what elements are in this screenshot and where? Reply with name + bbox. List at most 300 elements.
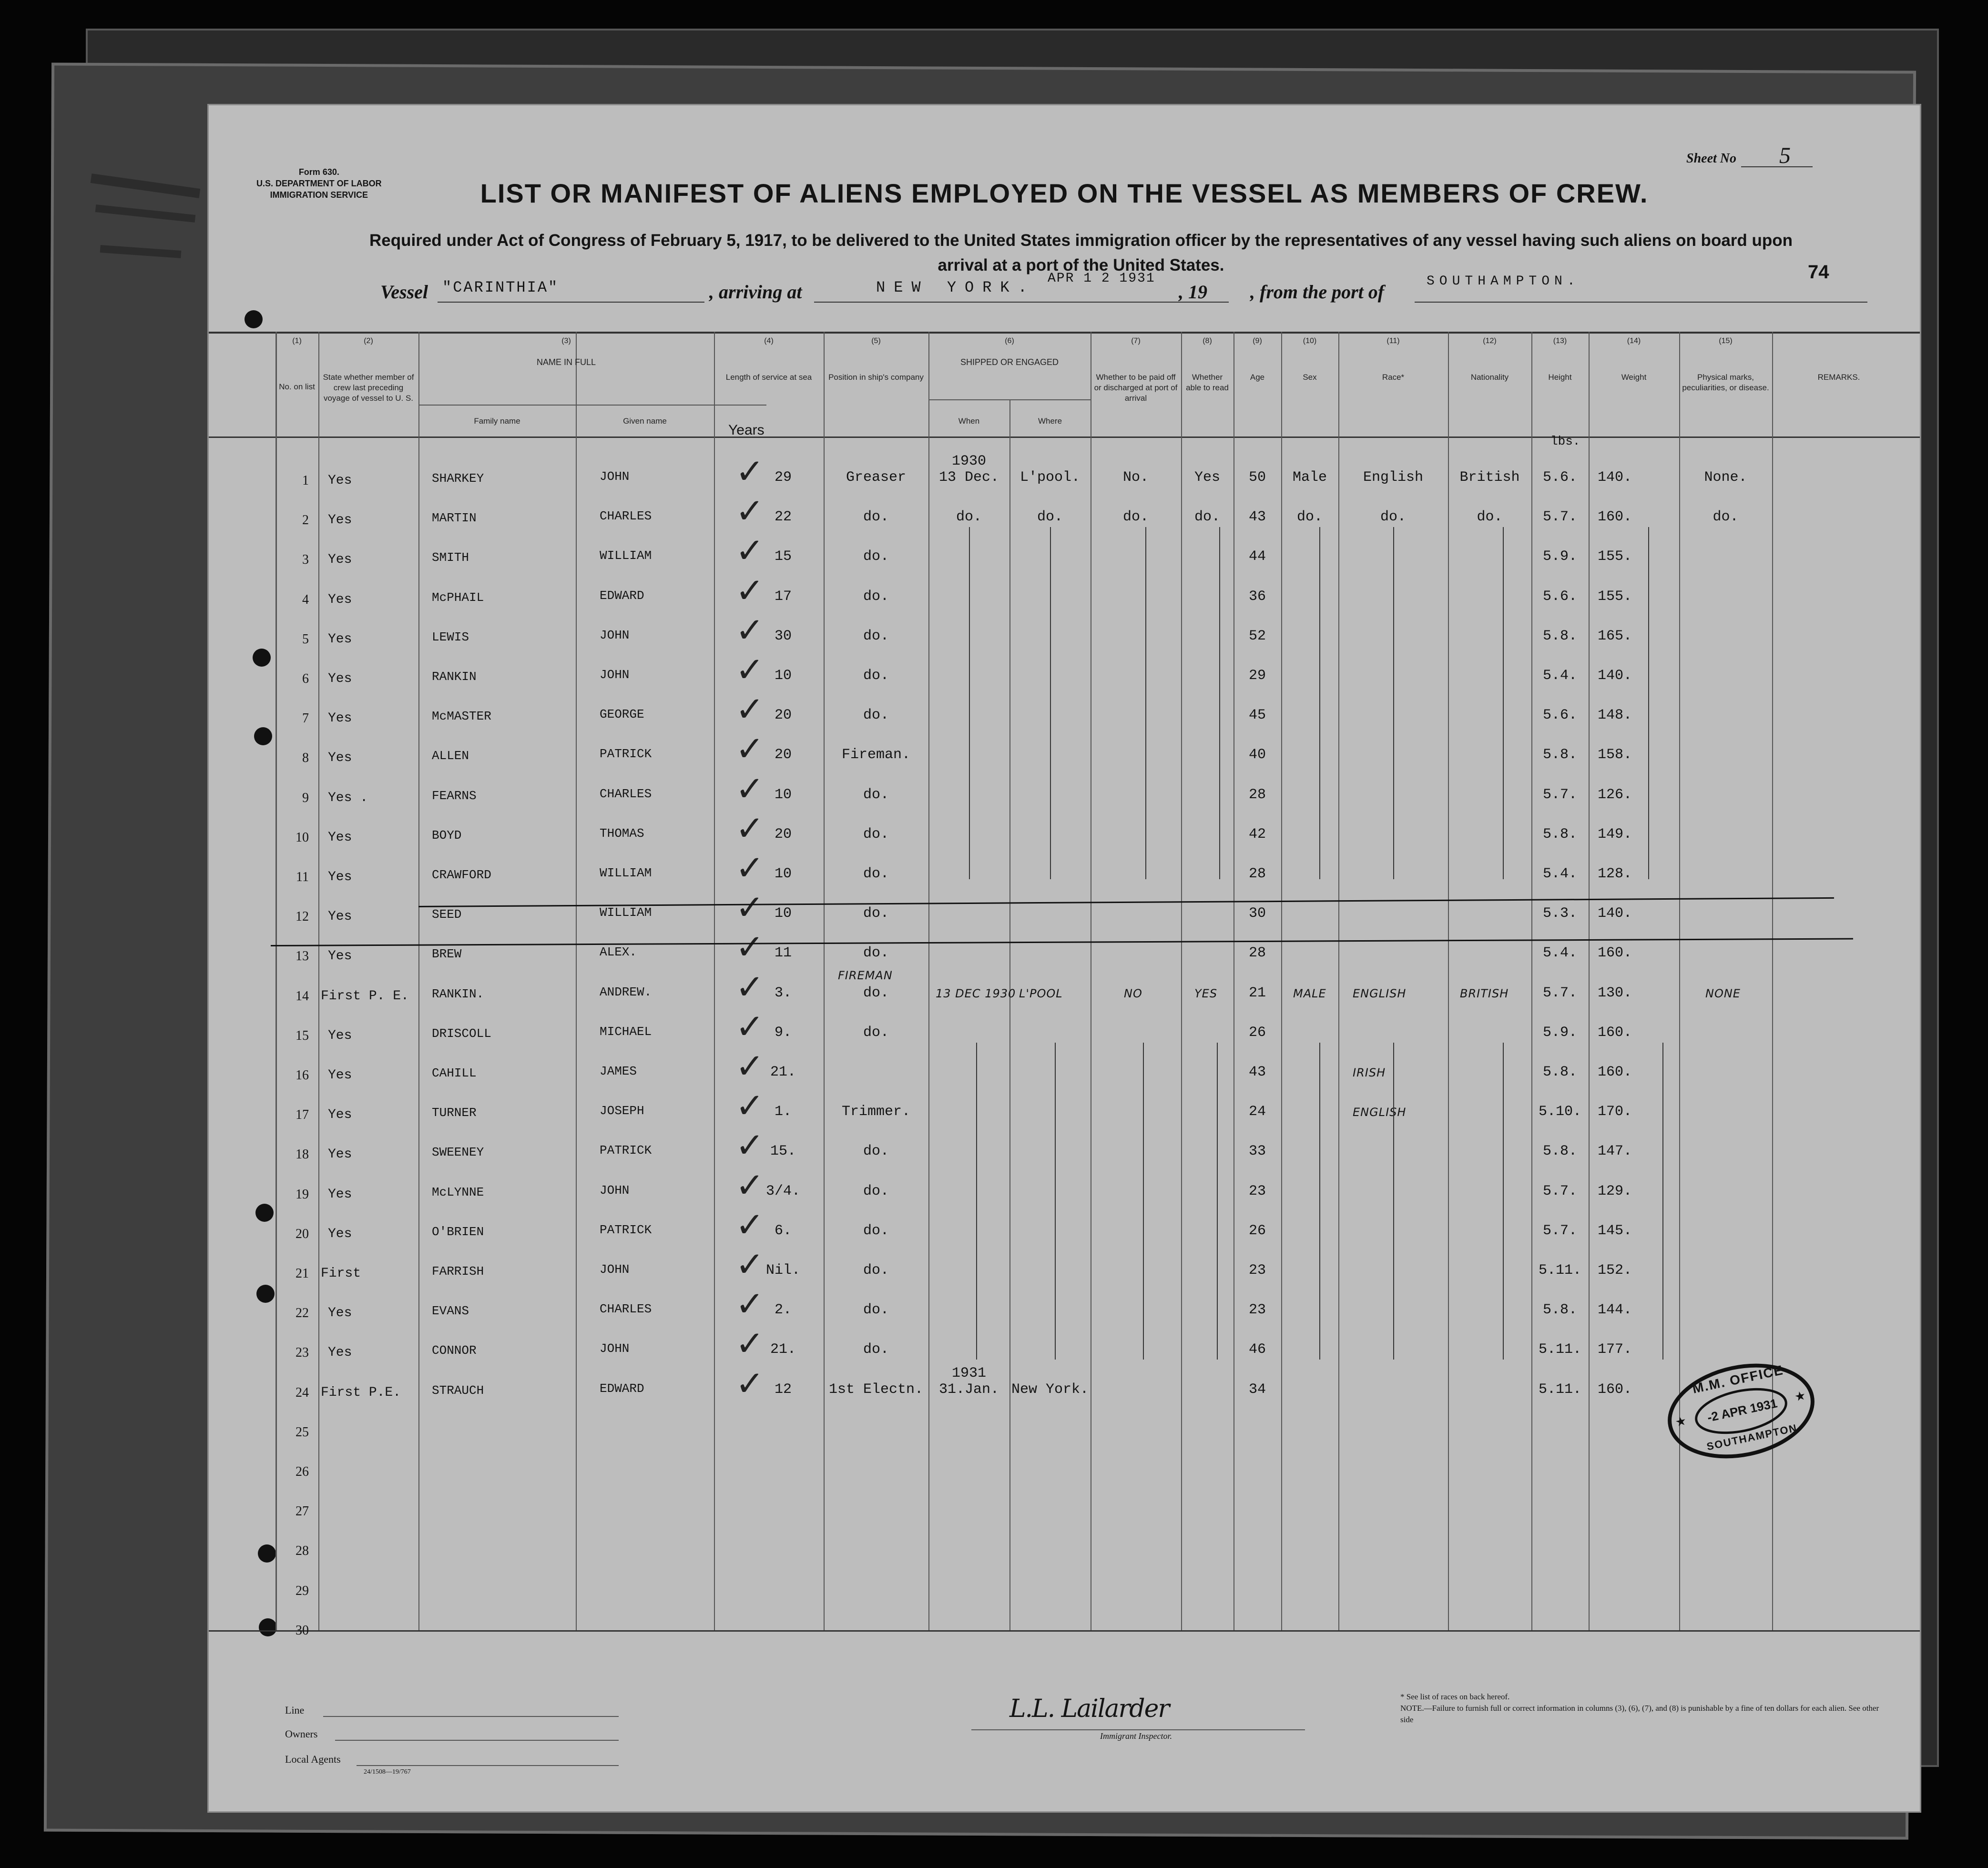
family-name: SWEENEY [432, 1145, 484, 1160]
previous-voyage: Yes [328, 552, 352, 568]
arrival-date-stamp: APR 1 2 1931 [1048, 271, 1155, 286]
length-of-service: 22 [774, 509, 792, 526]
height: 5.3. [1542, 905, 1577, 922]
given-name: JOHN [600, 628, 630, 642]
vessel-name: "CARINTHIA" [442, 279, 559, 296]
age: 30 [1248, 905, 1266, 922]
column-number: (13) [1553, 337, 1567, 345]
stamp-date: -2 APR 1931 [1706, 1396, 1779, 1425]
height: 5.8. [1542, 628, 1577, 644]
form-service: IMMIGRATION SERVICE [270, 190, 368, 200]
physical-marks: NONE [1705, 986, 1741, 1000]
row-number: 22 [296, 1306, 309, 1321]
ditto-line [1319, 1043, 1320, 1360]
age: 23 [1248, 1183, 1266, 1199]
given-name: JAMES [600, 1064, 637, 1078]
family-name: STRAUCH [432, 1383, 484, 1398]
previous-voyage: Yes [328, 909, 352, 924]
footer-agents-label: Local Agents [285, 1753, 341, 1765]
punch-hole [245, 310, 263, 328]
family-name: MARTIN [432, 511, 477, 526]
column-number: (10) [1303, 337, 1317, 345]
weight: 130. [1597, 985, 1632, 1001]
punch-hole [255, 1204, 274, 1222]
column-number: (15) [1719, 337, 1733, 345]
family-name: CONNOR [432, 1343, 477, 1358]
shipped-when: 31.Jan. [938, 1381, 999, 1398]
check-mark-icon: ✓ [735, 1046, 765, 1086]
family-name: SMITH [432, 550, 469, 565]
footer-agents-rule [357, 1765, 619, 1766]
paid-off: No. [1122, 469, 1149, 486]
ditto-line [1050, 527, 1051, 879]
ditto-line [1217, 1043, 1218, 1360]
sheet-label: Sheet No [1686, 151, 1736, 166]
sex: do. [1296, 509, 1323, 526]
previous-voyage: Yes [328, 1068, 352, 1083]
ditto-line [1393, 1043, 1394, 1360]
weight: 147. [1597, 1143, 1632, 1160]
from-port: SOUTHAMPTON. [1427, 274, 1580, 289]
column-subheader: Where [1038, 416, 1062, 426]
position: do. [863, 1143, 889, 1160]
ditto-line [1648, 527, 1649, 879]
previous-voyage: Yes [328, 1107, 352, 1123]
given-name: ANDREW. [600, 985, 652, 999]
column-subheader: Given name [623, 416, 667, 426]
previous-voyage: Yes [328, 711, 352, 726]
weight: 160. [1597, 1064, 1632, 1080]
height: 5.7. [1542, 1222, 1577, 1239]
check-mark-icon: ✓ [735, 927, 765, 967]
table-bottom-rule [209, 1630, 1920, 1632]
check-mark-icon: ✓ [735, 768, 765, 809]
length-of-service: 11 [774, 945, 792, 962]
vessel-name-underline [438, 302, 704, 303]
row-number: 26 [296, 1464, 309, 1479]
svg-text:★: ★ [1793, 1388, 1807, 1404]
height: 5.11. [1538, 1341, 1581, 1358]
check-mark-icon: ✓ [735, 530, 765, 571]
age: 29 [1248, 668, 1266, 684]
check-mark-icon: ✓ [735, 808, 765, 848]
length-of-service: 30 [774, 628, 792, 644]
race-note: * See list of races on back hereof. [1400, 1692, 1510, 1701]
weight-unit: lbs. [1550, 434, 1580, 448]
check-mark-icon: ✓ [735, 491, 765, 531]
weight: 160. [1597, 945, 1632, 962]
length-of-service: 21. [770, 1341, 796, 1358]
row-number: 21 [296, 1266, 309, 1281]
row-number: 15 [296, 1028, 309, 1043]
row-number: 1 [302, 473, 309, 488]
length-of-service: 15 [774, 548, 792, 565]
column-rule [1448, 332, 1449, 1630]
column-number: (14) [1627, 337, 1641, 345]
given-name: CHARLES [600, 509, 652, 524]
family-name: BREW [432, 947, 462, 962]
check-mark-icon: ✓ [735, 609, 765, 650]
height: 5.11. [1538, 1262, 1581, 1279]
row-number: 3 [302, 552, 309, 568]
sheet-number: 5 [1779, 143, 1791, 168]
service-unit: Years [728, 422, 765, 438]
height: 5.7. [1542, 985, 1577, 1001]
family-name: SHARKEY [432, 471, 484, 486]
length-of-service: 3/4. [765, 1183, 800, 1199]
position: do. [863, 548, 889, 565]
arriving-port: NEW YORK. [876, 279, 1036, 296]
position: do. [863, 1302, 889, 1319]
length-of-service: 6. [774, 1222, 792, 1239]
age: 24 [1248, 1104, 1266, 1120]
ditto-line [1503, 527, 1504, 879]
row-number: 25 [296, 1424, 309, 1440]
sex: Male [1292, 469, 1327, 486]
column-rule [1281, 332, 1282, 1630]
family-name: EVANS [432, 1304, 469, 1319]
check-mark-icon: ✓ [735, 650, 765, 690]
physical-marks: do. [1713, 509, 1739, 526]
height: 5.8. [1542, 1302, 1577, 1319]
column-rule [1338, 332, 1339, 1630]
check-mark-icon: ✓ [735, 1006, 765, 1046]
check-mark-icon: ✓ [735, 966, 765, 1007]
column-number: (3) [561, 337, 571, 345]
age: 52 [1248, 628, 1266, 644]
age: 28 [1248, 866, 1266, 882]
shipped-where: L'pool. [1019, 469, 1081, 486]
column-rule [576, 405, 577, 1630]
row-number: 20 [296, 1226, 309, 1241]
table-top-rule [209, 332, 1920, 334]
previous-voyage: First [321, 1266, 361, 1281]
column-header: Whether able to read [1186, 373, 1229, 392]
height: 5.10. [1538, 1104, 1581, 1120]
weight: 148. [1597, 707, 1632, 724]
shipped-where: New York. [1011, 1381, 1089, 1398]
given-name: WILLIAM [600, 905, 652, 920]
shipped-year: 1931 [951, 1365, 986, 1381]
weight: 140. [1597, 668, 1632, 684]
shipped-where: do. [1037, 509, 1063, 526]
position-handwritten: FIREMAN [838, 968, 893, 982]
manifest-page [207, 104, 1921, 1813]
height: 5.4. [1542, 945, 1577, 962]
column-header: Height [1548, 373, 1572, 382]
previous-voyage: Yes [328, 870, 352, 884]
age: 45 [1248, 707, 1266, 724]
column-header: Weight [1621, 373, 1647, 382]
length-of-service: 21. [770, 1064, 796, 1080]
height: 5.8. [1542, 1064, 1577, 1080]
family-name: FEARNS [432, 788, 477, 803]
print-code: 24/1508—19/767 [364, 1768, 411, 1776]
previous-voyage: Yes . [328, 790, 368, 805]
height: 5.4. [1542, 866, 1577, 882]
column-number: (7) [1131, 337, 1141, 345]
family-name: TURNER [432, 1106, 477, 1120]
family-name: SEED [432, 907, 462, 922]
race: ENGLISH [1353, 986, 1407, 1000]
shipped-when: 13 Dec. [938, 469, 999, 486]
length-of-service: 15. [770, 1143, 796, 1160]
row-number: 6 [302, 671, 309, 686]
form-department: U.S. DEPARTMENT OF LABOR [256, 179, 382, 188]
row-number: 28 [296, 1543, 309, 1559]
column-subheader: When [958, 416, 980, 426]
race: IRISH [1353, 1066, 1386, 1079]
column-header: No. on list [279, 382, 315, 391]
row-number: 2 [302, 513, 309, 528]
height: 5.7. [1542, 509, 1577, 526]
punch-hole [253, 649, 271, 667]
check-mark-icon: ✓ [735, 570, 765, 610]
row-number: 7 [302, 711, 309, 726]
length-of-service: 20 [774, 826, 792, 843]
position: do. [863, 786, 889, 803]
given-name: EDWARD [600, 588, 644, 603]
from-port-underline [1415, 302, 1867, 303]
age: 21 [1248, 985, 1266, 1001]
check-mark-icon: ✓ [735, 1165, 765, 1205]
previous-voyage: Yes [328, 1028, 352, 1043]
previous-voyage: Yes [328, 1345, 352, 1360]
weight: 126. [1597, 786, 1632, 803]
length-of-service: 10 [774, 905, 792, 922]
position: do. [863, 905, 889, 922]
age: 33 [1248, 1143, 1266, 1160]
row-number: 13 [296, 949, 309, 964]
ditto-line [1503, 1043, 1504, 1360]
check-mark-icon: ✓ [735, 1204, 765, 1245]
position: do. [863, 1222, 889, 1239]
punch-hole [254, 727, 272, 745]
previous-voyage: Yes [328, 751, 352, 766]
age: 50 [1248, 469, 1266, 486]
age: 26 [1248, 1222, 1266, 1239]
column-number: (6) [1005, 337, 1014, 345]
weight: 165. [1597, 628, 1632, 644]
age: 28 [1248, 786, 1266, 803]
row-number: 12 [296, 909, 309, 924]
inspector-signature: L.L. Lailarder [1009, 1695, 1169, 1723]
height: 5.9. [1542, 1024, 1577, 1041]
page-number: 74 [1808, 262, 1829, 283]
sheet-number-underline [1741, 166, 1813, 167]
column-header: Nationality [1470, 373, 1509, 382]
weight: 149. [1597, 826, 1632, 843]
column-rule [318, 332, 319, 1630]
age: 40 [1248, 747, 1266, 763]
able-to-read: do. [1194, 509, 1220, 526]
length-of-service: Nil. [765, 1262, 800, 1279]
row-number: 17 [296, 1107, 309, 1123]
given-name: ALEX. [600, 945, 637, 960]
age: 43 [1248, 509, 1266, 526]
check-mark-icon: ✓ [735, 1323, 765, 1364]
given-name: EDWARD [600, 1381, 644, 1396]
previous-voyage: Yes [328, 671, 352, 686]
height: 5.4. [1542, 668, 1577, 684]
height: 5.7. [1542, 1183, 1577, 1199]
from-port-label: , from the port of [1250, 281, 1385, 303]
family-name: ALLEN [432, 749, 469, 763]
row-number: 11 [296, 870, 309, 884]
column-rule [1181, 332, 1182, 1630]
weight: 144. [1597, 1302, 1632, 1319]
column-rule [714, 332, 715, 1630]
previous-voyage: Yes [328, 1306, 352, 1321]
ditto-line [1219, 527, 1220, 879]
header-bottom-rule [209, 437, 1920, 438]
length-of-service: 2. [774, 1302, 792, 1319]
family-name: CRAWFORD [432, 868, 491, 882]
column-number: (9) [1253, 337, 1262, 345]
age: 43 [1248, 1064, 1266, 1080]
column-number: (12) [1483, 337, 1497, 345]
column-header: Length of service at sea [725, 373, 812, 382]
ditto-line [969, 527, 970, 879]
given-name: THOMAS [600, 826, 644, 841]
position: do. [863, 826, 889, 843]
column-rule [928, 332, 929, 1630]
column-number: (11) [1387, 337, 1400, 345]
row-number: 29 [296, 1583, 309, 1598]
ditto-line [1143, 1043, 1144, 1360]
year-label: , 19 [1179, 281, 1207, 303]
previous-voyage: Yes [328, 1226, 352, 1241]
shipped-year: 1930 [951, 453, 986, 469]
column-number: (8) [1203, 337, 1212, 345]
weight: 160. [1597, 1024, 1632, 1041]
given-name: PATRICK [600, 1222, 652, 1237]
svg-text:★: ★ [1674, 1413, 1688, 1430]
mm-office-stamp [1657, 1349, 1826, 1473]
given-name: PATRICK [600, 747, 652, 761]
previous-voyage: Yes [328, 830, 352, 845]
column-rule [275, 332, 277, 1630]
given-name: JOHN [600, 1262, 630, 1277]
paid-off: do. [1122, 509, 1149, 526]
length-of-service: 20 [774, 747, 792, 763]
column-header: NAME IN FULL [536, 357, 596, 367]
length-of-service: 3. [774, 985, 792, 1001]
given-name: WILLIAM [600, 866, 652, 880]
previous-voyage: Yes [328, 473, 352, 488]
row-number: 24 [296, 1385, 309, 1400]
previous-voyage: Yes [328, 513, 352, 528]
shipped-when: do. [956, 509, 982, 526]
punch-hole [259, 1618, 277, 1636]
position: do. [863, 1341, 889, 1358]
age: 42 [1248, 826, 1266, 843]
family-name: McLYNNE [432, 1185, 484, 1199]
position: do. [863, 588, 889, 605]
column-header: REMARKS. [1817, 373, 1860, 382]
weight: 140. [1597, 469, 1632, 486]
sex: MALE [1293, 986, 1326, 1000]
height: 5.6. [1542, 469, 1577, 486]
height: 5.8. [1542, 1143, 1577, 1160]
family-name: FARRISH [432, 1264, 484, 1279]
position: do. [863, 985, 889, 1001]
length-of-service: 29 [774, 469, 792, 486]
signature-rule [971, 1729, 1305, 1730]
shipped-where: L'POOL [1019, 986, 1063, 1000]
row-number: 18 [296, 1147, 309, 1162]
position: do. [863, 945, 889, 962]
family-name: DRISCOLL [432, 1026, 491, 1041]
row-number: 19 [296, 1187, 309, 1202]
position: do. [863, 628, 889, 644]
previous-voyage: Yes [328, 1187, 352, 1202]
position: do. [863, 707, 889, 724]
column-header: Whether to be paid off or discharged at port of arrival [1094, 373, 1178, 403]
height: 5.9. [1542, 548, 1577, 565]
row-number: 30 [296, 1623, 309, 1638]
column-header: SHIPPED OR ENGAGED [960, 357, 1059, 367]
page-title: LIST OR MANIFEST OF ALIENS EMPLOYED ON THE VESSEL AS MEMBERS OF CREW. [480, 178, 1649, 208]
position: do. [863, 668, 889, 684]
family-name: LEWIS [432, 629, 469, 644]
given-name: JOHN [600, 469, 630, 484]
given-name: JOHN [600, 1341, 630, 1356]
given-name: PATRICK [600, 1143, 652, 1158]
age: 44 [1248, 548, 1266, 565]
check-mark-icon: ✓ [735, 1244, 765, 1284]
family-name: RANKIN [432, 670, 477, 684]
column-rule [1009, 399, 1010, 1630]
back-sheet-stamp [91, 181, 205, 305]
footer-line-rule [323, 1716, 619, 1717]
position: Trimmer. [841, 1104, 911, 1120]
height: 5.6. [1542, 707, 1577, 724]
age: 34 [1248, 1381, 1266, 1398]
row-number: 23 [296, 1345, 309, 1360]
footer-owners-label: Owners [285, 1728, 318, 1740]
given-name: JOSEPH [600, 1104, 644, 1118]
ditto-line [1145, 527, 1146, 879]
column-rule [824, 332, 825, 1630]
weight: 128. [1597, 866, 1632, 882]
ditto-line [1055, 1043, 1056, 1360]
age: 36 [1248, 588, 1266, 605]
column-rule [418, 332, 419, 1630]
footer-line-label: Line [285, 1704, 305, 1716]
previous-voyage: Yes [328, 949, 352, 964]
column-rule [1589, 332, 1590, 1630]
length-of-service: 10 [774, 866, 792, 882]
able-to-read: YES [1194, 986, 1218, 1000]
weight: 155. [1597, 548, 1632, 565]
weight: 170. [1597, 1104, 1632, 1120]
row-number: 5 [302, 631, 309, 647]
race: do. [1380, 509, 1406, 526]
check-mark-icon: ✓ [735, 1363, 765, 1403]
height: 5.11. [1538, 1381, 1581, 1398]
column-header: Position in ship's company [828, 373, 924, 382]
form-number: Form 630. [298, 167, 339, 177]
position: do. [863, 509, 889, 526]
age: 26 [1248, 1024, 1266, 1041]
check-mark-icon: ✓ [735, 1125, 765, 1166]
column-number: (5) [871, 337, 881, 345]
nationality: BRITISH [1460, 986, 1509, 1000]
punch-hole [256, 1285, 275, 1303]
given-name: WILLIAM [600, 548, 652, 563]
height: 5.8. [1542, 826, 1577, 843]
